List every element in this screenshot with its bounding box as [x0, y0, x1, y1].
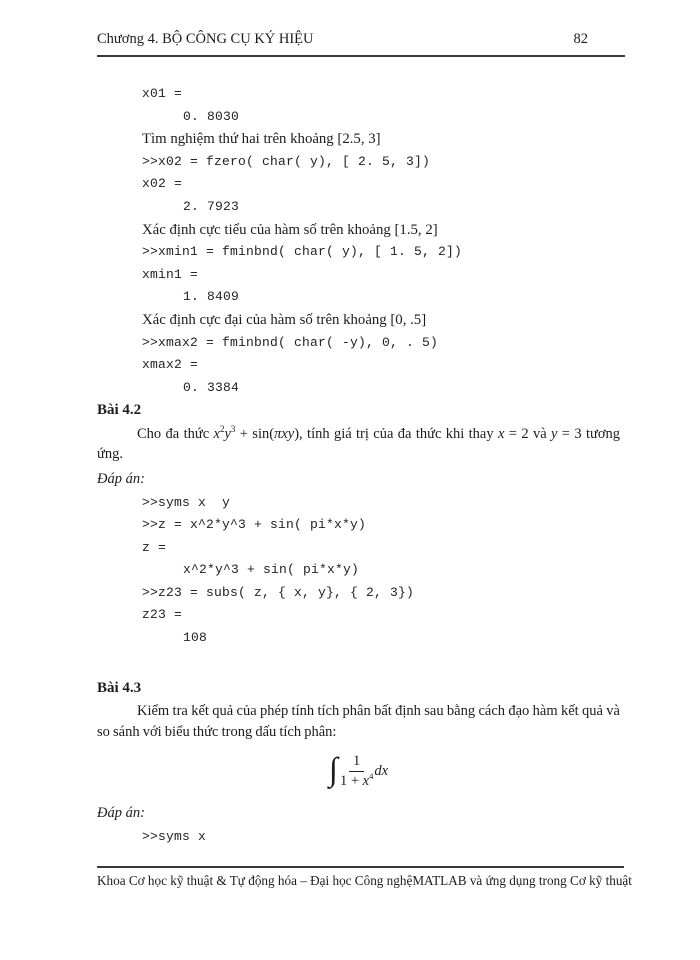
code-line: >>syms x y: [142, 494, 231, 510]
footer-left-text: Khoa Cơ học kỹ thuật & Tự động hóa – Đại học Công nghệ: [97, 873, 413, 888]
exercise-4-3-statement: Kiểm tra kết quả của phép tính tích phân bất định sau bằng cách đạo hàm kết quả và so sánh với biểu thức trong dấu tích phân:: [97, 703, 620, 740]
code-line: xmax2 =: [142, 357, 199, 373]
page-number: 82: [573, 31, 588, 47]
statement-text: = 2 và: [504, 425, 551, 442]
denominator-text: 1 +: [339, 772, 363, 789]
math-exponent: 3: [230, 424, 236, 435]
answer-label: Đáp án:: [97, 470, 145, 487]
fraction: [340, 753, 373, 789]
math-var: x: [497, 425, 505, 442]
statement-text: Cho đa thức: [137, 425, 214, 442]
math-var: y: [224, 425, 231, 442]
code-line: >>xmax2 = fminbnd( char( -y), 0, . 5): [142, 334, 439, 350]
integral-sign: ∫: [328, 751, 338, 788]
math-args: πxy: [274, 425, 295, 442]
math-function: + sin(: [235, 425, 275, 442]
math-exponent: 2: [219, 424, 225, 435]
fraction-numerator: 1: [349, 753, 364, 772]
code-line: >>z = x^2*y^3 + sin( pi*x*y): [142, 517, 367, 533]
exercise-heading-4-3: Bài 4.3: [97, 679, 142, 696]
math-var: x: [362, 772, 370, 789]
code-result: 108: [183, 630, 208, 646]
answer-label: Đáp án:: [97, 805, 145, 822]
code-line: xmin1 =: [142, 266, 199, 282]
code-result: 0. 8030: [183, 108, 240, 124]
code-result: x^2*y^3 + sin( pi*x*y): [183, 562, 360, 578]
code-line: >>z23 = subs( z, { x, y}, { 2, 3}): [142, 584, 415, 600]
code-line: x02 =: [142, 176, 183, 192]
differential: dx: [374, 762, 389, 779]
chapter-title: Chương 4. BỘ CÔNG CỤ KÝ HIỆU: [97, 31, 314, 47]
code-line: >>xmin1 = fminbnd( char( y), [ 1. 5, 2]): [142, 244, 463, 260]
instruction-text: Xác định cực đại của hàm số trên khoảng [0, .5]: [142, 311, 427, 328]
code-result: 2. 7923: [183, 198, 240, 214]
instruction-text: Xác định cực tiểu của hàm số trên khoảng [1.5, 2]: [142, 221, 438, 238]
math-exponent: 4: [369, 770, 374, 781]
page-body: [97, 83, 620, 848]
code-result: 0. 3384: [183, 379, 240, 395]
page-header: [97, 31, 625, 57]
instruction-text: Tìm nghiệm thứ hai trên khoảng [2.5, 3]: [142, 131, 381, 148]
statement-text: = 3 tương ứng.: [97, 425, 621, 463]
math-var: x: [213, 425, 220, 442]
page-footer: [97, 866, 632, 889]
exercise-heading-4-2: Bài 4.2: [97, 402, 142, 419]
code-line: >>syms x: [142, 828, 207, 844]
math-close-paren: ): [294, 425, 300, 442]
fraction-denominator: [340, 772, 373, 790]
statement-text: , tính giá trị của đa thức khi thay: [299, 425, 498, 442]
code-result: 1. 8409: [183, 289, 240, 305]
exercise-4-2-statement: [97, 424, 620, 465]
code-line: x01 =: [142, 86, 183, 101]
math-var: y: [551, 425, 558, 442]
code-line: z23 =: [142, 607, 183, 623]
code-line: >>x02 = fzero( char( y), [ 2. 5, 3]): [142, 153, 431, 169]
integral-formula: [97, 749, 620, 793]
footer-right-text: MATLAB và ứng dụng trong Cơ kỹ thuật: [412, 873, 632, 888]
code-line: z =: [142, 539, 167, 555]
